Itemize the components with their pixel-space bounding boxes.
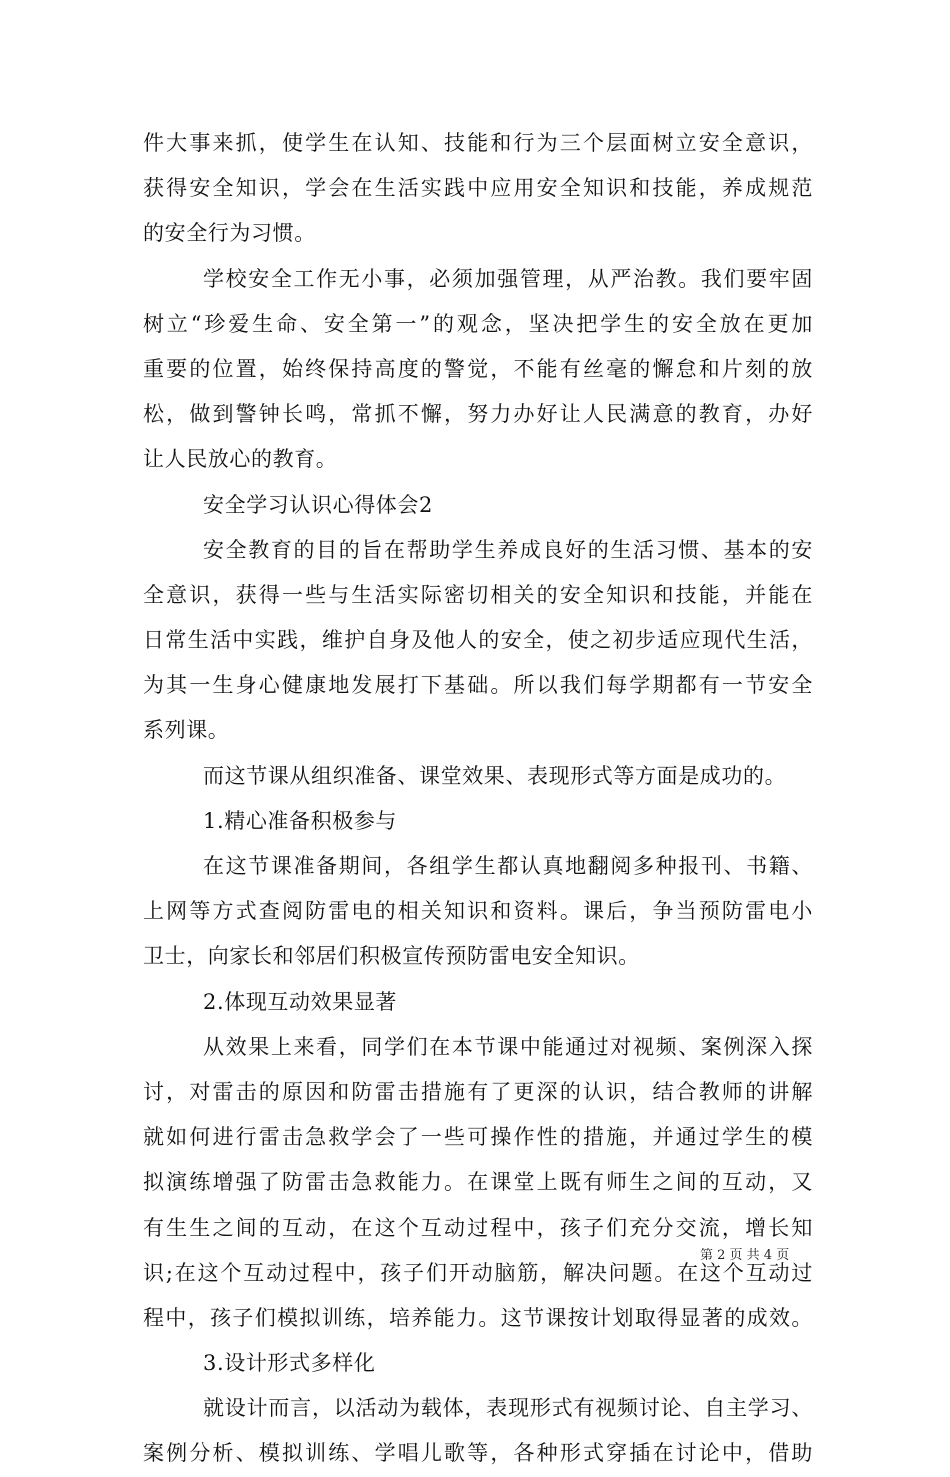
text-line: 树立“珍爱生命、安全第一”的观念，坚决把学生的安全放在更加 — [143, 311, 813, 336]
subsection-heading: 1.精心准备积极参与 — [203, 808, 398, 833]
text-line: 上网等方式查阅防雷电的相关知识和资料。课后，争当预防雷电小 — [143, 899, 813, 924]
body-text — [143, 121, 813, 1477]
subsection-heading: 3.设计形式多样化 — [203, 1351, 376, 1376]
text-line: 的安全行为习惯。 — [143, 221, 316, 246]
text-line: 拟演练增强了防雷击急救能力。在课堂上既有师生之间的互动，又 — [143, 1170, 813, 1195]
text-line: 讨，对雷击的原因和防雷击措施有了更深的认识，结合教师的讲解 — [143, 1079, 813, 1104]
text-line: 全意识，获得一些与生活实际密切相关的安全知识和技能，并能在 — [143, 582, 813, 607]
paragraph-first-line: 安全教育的目的旨在帮助学生养成良好的生活习惯、基本的安 — [203, 537, 813, 562]
paragraph-first-line: 从效果上来看，同学们在本节课中能通过对视频、案例深入探 — [203, 1034, 813, 1059]
paragraph-first-line: 在这节课准备期间，各组学生都认真地翻阅多种报刊、书籍、 — [203, 854, 813, 878]
text-line: 有生生之间的互动，在这个互动过程中，孩子们充分交流，增长知 — [143, 1215, 813, 1240]
section-heading: 安全学习认识心得体会2 — [203, 492, 433, 517]
text-line: 程中，孩子们模拟训练，培养能力。这节课按计划取得显著的成效。 — [143, 1305, 813, 1330]
paragraph-first-line: 而这节课从组织准备、课堂效果、表现形式等方面是成功的。 — [203, 763, 787, 788]
text-line: 为其一生身心健康地发展打下基础。所以我们每学期都有一节安全 — [143, 673, 813, 698]
text-line: 重要的位置，始终保持高度的警觉，不能有丝毫的懈怠和片刻的放 — [143, 356, 813, 381]
paragraph-first-line: 就设计而言，以活动为载体，表现形式有视频讨论、自主学习、 — [203, 1396, 813, 1421]
text-line: 松，做到警钟长鸣，常抓不懈，努力办好让人民满意的教育，办好 — [143, 402, 813, 427]
text-line: 卫士，向家长和邻居们积极宣传预防雷电安全知识。 — [143, 944, 640, 969]
text-line: 获得安全知识，学会在生活实践中应用安全知识和技能，养成规范 — [143, 176, 813, 201]
text-line: 件大事来抓，使学生在认知、技能和行为三个层面树立安全意识， — [143, 131, 813, 155]
paragraph-first-line: 学校安全工作无小事，必须加强管理，从严治教。我们要牢固 — [203, 266, 813, 291]
subsection-heading: 2.体现互动效果显著 — [203, 989, 398, 1014]
page-number: 第 2 页 共 4 页 — [700, 1248, 790, 1263]
text-line: 案例分析、模拟训练、学唱儿歌等，各种形式穿插在讨论中，借助 — [143, 1441, 813, 1466]
text-line: 日常生活中实践，维护自身及他人的安全，使之初步适应现代生活， — [143, 628, 813, 653]
text-line: 识;在这个互动过程中，孩子们开动脑筋，解决问题。在这个互动过 — [143, 1260, 813, 1285]
text-line: 让人民放心的教育。 — [143, 447, 338, 472]
text-line: 系列课。 — [143, 718, 230, 743]
text-line: 就如何进行雷击急救学会了一些可操作性的措施，并通过学生的模 — [143, 1125, 813, 1150]
